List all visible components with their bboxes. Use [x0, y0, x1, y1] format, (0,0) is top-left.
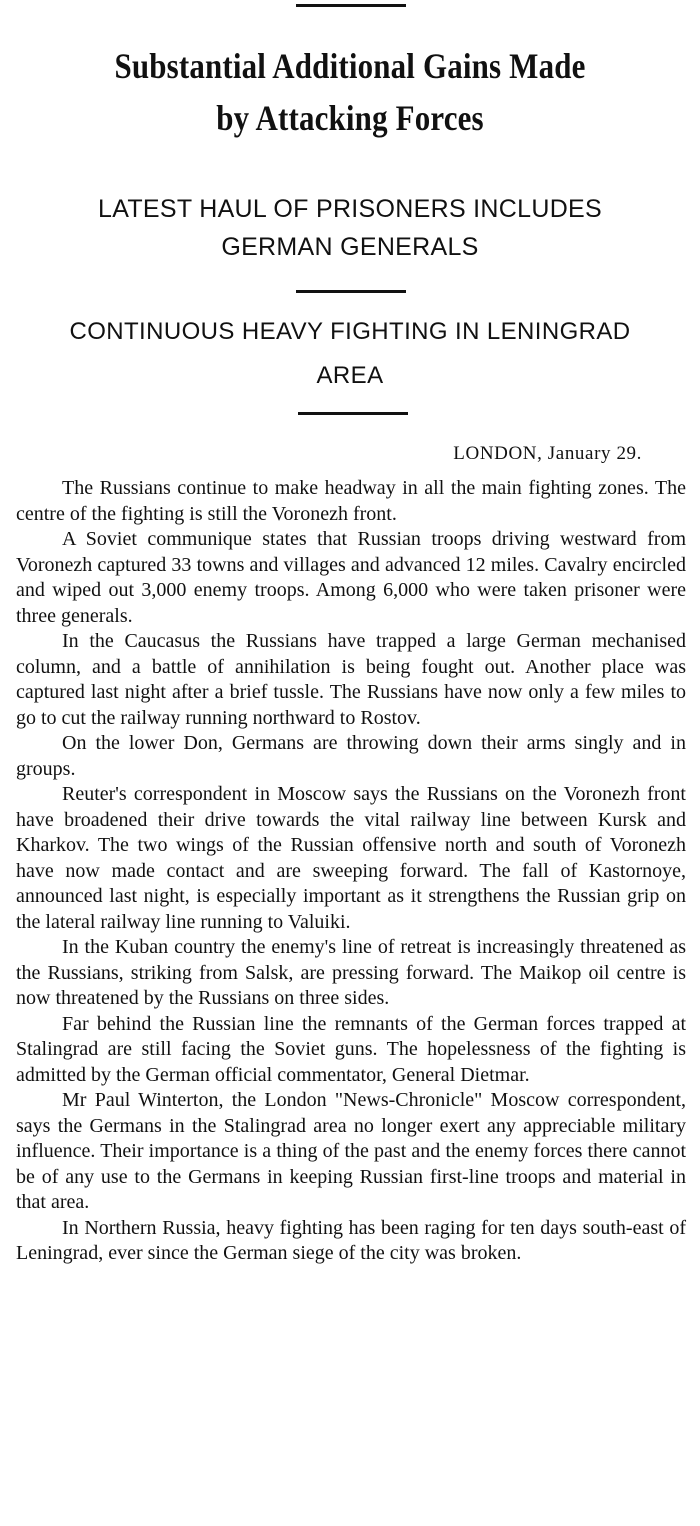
paragraph-1: The Russians continue to make headway in all the main fighting zones. The centre of the fighting is still the Voronezh front. [16, 477, 686, 525]
lower-rule [298, 412, 408, 415]
subheadline-line-1: LATEST HAUL OF PRISONERS INCLUDES [98, 195, 602, 223]
article-body [16, 476, 686, 1267]
paragraph-3: In the Caucasus the Russians have trapped a large German mechanised column, and a battle of annihilation is being fought out. Another place was captured last night after a brief tussle. The Russians have now only a few miles to go to cut the railway running northward to Rostov. [16, 630, 686, 729]
headline-line-1: Substantial Additional Gains Made [114, 46, 586, 86]
middle-rule [296, 290, 406, 293]
paragraph-5: Reuter's correspondent in Moscow says the Russians on the Voronezh front have broadened their drive towards the vital railway line between Kursk and Kharkov. The two wings of the Russian offensive north and south of Voronezh have now made contact and are sweeping forward. The fall of Kastornoye, announced last night, is especially important as it strengthens the Russian grip on the lateral railway line running to Valuiki. [16, 783, 686, 933]
paragraph-2: A Soviet communique states that Russian troops driving westward from Voronezh captured 33 towns and villages and advanced 12 miles. Cavalry encircled and wiped out 3,000 enemy troops. Among 6,000 who were taken prisoner were three generals. [16, 528, 686, 627]
dateline: LONDON, January 29. [453, 443, 642, 464]
subheadline-line-2: GERMAN GENERALS [221, 233, 479, 261]
subheadline [20, 190, 680, 266]
deck-line-2: AREA [316, 362, 384, 389]
headline [49, 40, 651, 144]
paragraph-6: In the Kuban country the enemy's line of retreat is increasingly threatened as the Russians, striking from Salsk, are pressing forward. The Maikop oil centre is now threatened by the Russians on three sides. [16, 936, 686, 1009]
deck-line-1: CONTINUOUS HEAVY FIGHTING IN LENINGRAD [69, 318, 631, 345]
paragraph-7: Far behind the Russian line the remnants of the German forces trapped at Stalingrad are still facing the Soviet guns. The hopelessness of the fighting is admitted by the German official commentator, General Dietmar. [16, 1012, 686, 1086]
paragraph-9: In Northern Russia, heavy fighting has been raging for ten days south-east of Leningrad, ever since the German siege of the city was broken. [16, 1216, 686, 1264]
top-rule [296, 4, 406, 7]
paragraph-4: On the lower Don, Germans are throwing down their arms singly and in groups. [16, 732, 686, 780]
paragraph-8: Mr Paul Winterton, the London "News-Chronicle" Moscow correspondent, says the Germans in the Stalingrad area no longer exert any appreciable military influence. Their importance is a thing of the past and the enemy forces there cannot be of any use to the Germans in keeping Russian first-line troops and material in that area. [16, 1089, 686, 1213]
headline-line-2: by Attacking Forces [216, 98, 484, 138]
deck-heading [0, 310, 700, 398]
